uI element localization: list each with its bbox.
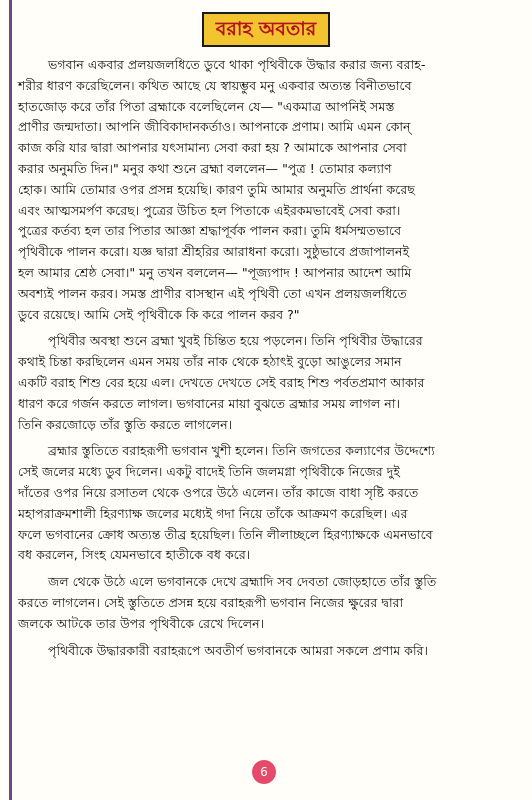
text-line: করতে লাগলেন। সেই স্তুতিতে প্রসন্ন হয়ে বরাহরূপী ভগবান নিজের ক্ষুরের দ্বারা <box>18 594 404 610</box>
text-line: মহাপরাক্রমশালী হিরণ্যাক্ষ জলের মধ্যেই গদা নিয়ে তাঁকে আক্রমণ করেছিল। এর <box>18 505 408 521</box>
text-line: হল আমার শ্রেষ্ঠ সেবা।" মনু তখন বললেন— "পূজ্যপাদ ! আপনার আদেশ আমি <box>18 264 412 280</box>
story-body <box>18 55 518 661</box>
text-line: পৃথিবীর অবস্থা শুনে ব্রহ্মা খুবই চিন্তিত হয়ে পড়লেন। তিনি পৃথিবীর উদ্ধারের <box>48 333 423 349</box>
paragraph <box>18 55 518 325</box>
text-line: ব্রহ্মার স্তুতিতে বরাহরূপী ভগবান খুশী হলেন। তিনি জগতের কল্যাণের উদ্দেশ্যে <box>48 443 435 459</box>
text-line: ডুবে রয়েছে। আমি সেই পৃথিবীকে কি করে পালন করব ?" <box>18 306 300 322</box>
text-line: হোক। আমি তোমার ওপর প্রসন্ন হয়েছি। কারণ তুমি আমার অনুমতি প্রার্থনা করেছ <box>18 181 415 197</box>
text-line: এবং আত্মসমর্পণ করেছ। পুত্রের উচিত হল পিতাকে এইরকমভাবেই সেবা করা। <box>18 202 401 218</box>
text-line: প্রাণীর জন্মদাতা। আপনি জীবিকাদানকর্তাও। আপনাকে প্রণাম। আমি এমন কোন্ <box>18 119 411 135</box>
text-line: ফলে ভগবানের ক্রোধ অত্যন্ত তীব্র হয়েছিল। তিনি লীলাচ্ছলে হিরণ্যাক্ষকে এমনভাবে <box>18 526 433 542</box>
paragraph <box>18 572 518 634</box>
text-line: কাজ করি যার দ্বারা আপনার যৎসামান্য সেবা করা হয় ? আমাকে আপনার সেবা <box>18 140 407 156</box>
paragraph <box>18 441 518 566</box>
text-line: পৃথিবীকে পালন করো। যজ্ঞ দ্বারা শ্রীহরির আরাধনা করো। সুষ্ঠুভাবে প্রজাপালনই <box>18 244 410 260</box>
text-line: তিনি করজোড়ে তাঁর স্তুতি করতে লাগলেন। <box>18 416 233 432</box>
text-line: বধ করলেন, সিংহ যেমনভাবে হাতীকে বধ করে। <box>18 547 251 563</box>
text-line: সেই জলের মধ্যে ডুব দিলেন। একটু বাদেই তিনি জলমগ্না পৃথিবীকে নিজের দুই <box>18 464 400 480</box>
page-number-badge: 6 <box>252 760 276 784</box>
text-line: ধারণ করে গর্জন করতে লাগল। ভগবানের মায়া বুঝতে ব্রহ্মার সময় লাগল না। <box>18 395 400 411</box>
page-title: বরাহ অবতার <box>202 12 330 47</box>
text-line: জল থেকে উঠে এলে ভগবানকে দেখে ব্রহ্মাদি সব দেবতা জোড়হাতে তাঁর স্তুতি <box>48 574 437 590</box>
text-line: শরীর ধারণ করেছিলেন। কথিত আছে যে স্বায়ম্ভুব মনু একবার অত্যন্ত বিনীতভাবে <box>18 77 412 93</box>
text-line: দাঁতের ওপর নিয়ে রসাতল থেকে ওপরে উঠে এলেন। তাঁর কাজে বাধা সৃষ্টি করতে <box>18 484 419 500</box>
text-line: কথাই চিন্তা করছিলেন এমন সময় তাঁর নাক থেকে হঠাৎই বুড়ো আঙুলের সমান <box>18 354 402 370</box>
paragraph <box>18 331 518 435</box>
text-line: পুত্রের কর্তব্য হল তার পিতার আজ্ঞা শ্রদ্ধাপূর্বক পালন করা। তুমি ধর্মসম্মতভাবে <box>18 223 402 239</box>
text-line: অবশ্যই পালন করব। সমস্ত প্রাণীর বাসস্থান এই পৃথিবী তো এখন প্রলয়জলধিতে <box>18 285 407 301</box>
text-line: পৃথিবীকে উদ্ধারকারী বরাহরূপে অবতীর্ণ ভগবানকে আমরা সকলে প্রণাম করি। <box>48 642 429 658</box>
paragraph <box>18 641 518 662</box>
text-line: জলকে আটকে তার উপর পৃথিবীকে রেখে দিলেন। <box>18 615 265 631</box>
text-line: করার অনুমতি দিন।" মনুর কথা শুনে ব্রহ্মা বললেন— "পুত্র ! তোমার কল্যাণ <box>18 160 392 176</box>
left-border-decoration <box>9 0 12 800</box>
text-line: হাতজোড় করে তাঁর পিতা ব্রহ্মাকে বলেছিলেন যে— "একমাত্র আপনিই সমস্ত <box>18 98 395 114</box>
text-line: একটি বরাহ শিশু বের হয়ে এল। দেখতে দেখতে সেই বরাহ শিশু পর্বতপ্রমাণ আকার <box>18 374 425 390</box>
title-container <box>0 12 532 47</box>
text-line: ভগবান একবার প্রলয়জলধিতে ডুবে থাকা পৃথিবীকে উদ্ধার করার জন্য বরাহ- <box>48 57 426 72</box>
